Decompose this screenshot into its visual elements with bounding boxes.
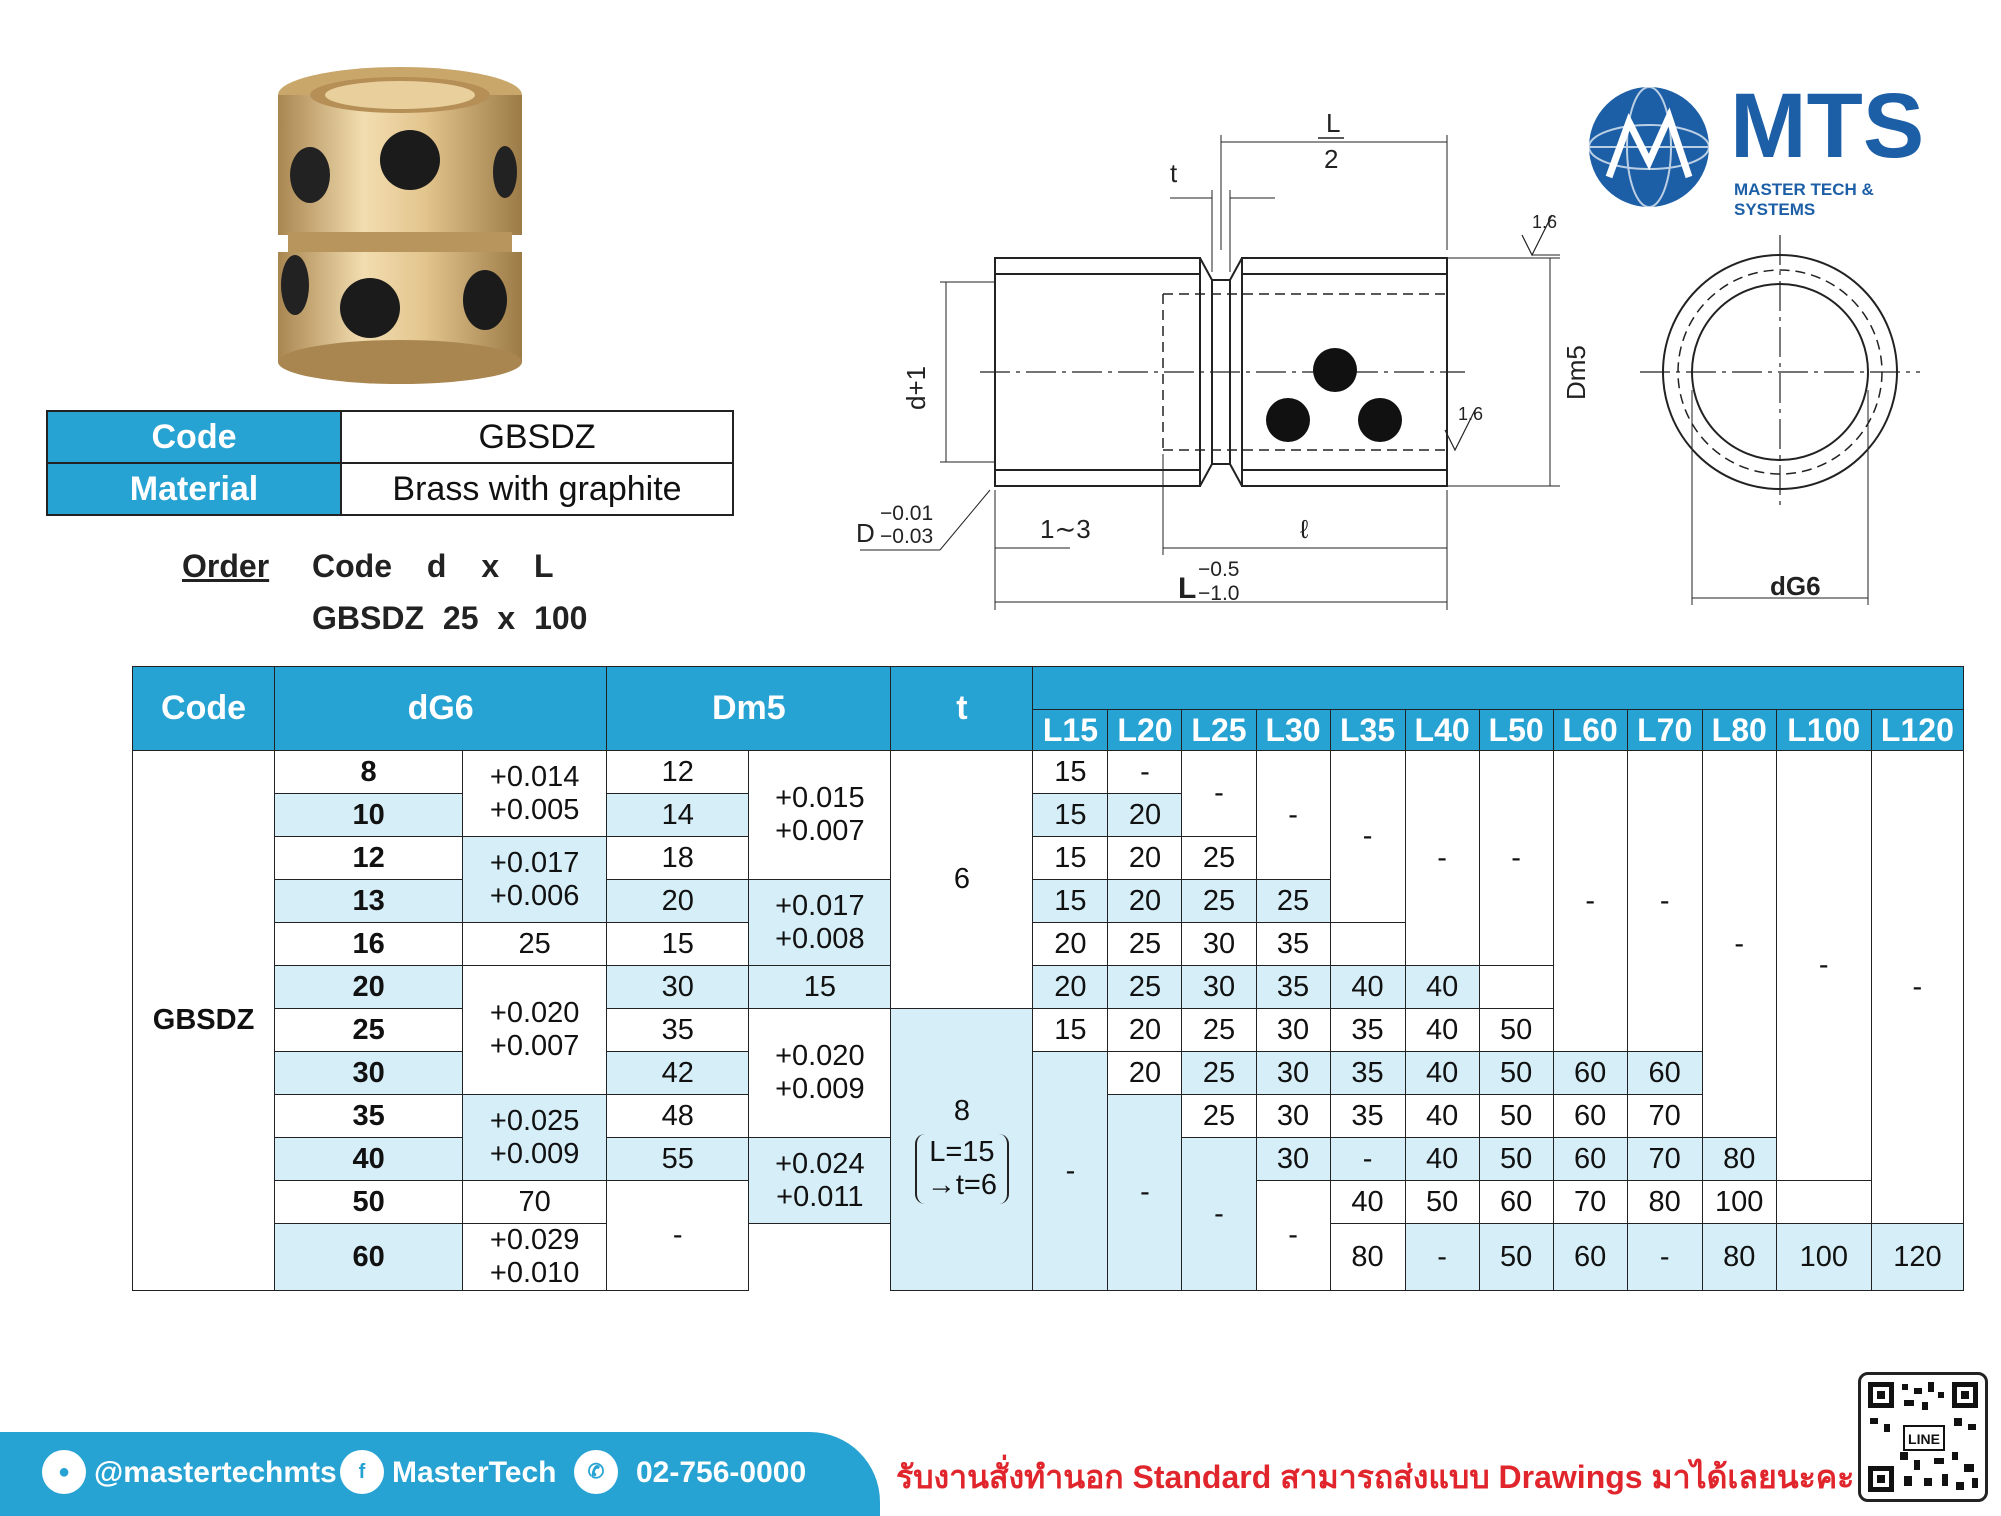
L-cell: 30 [1256,1009,1330,1052]
L-cell: 15 [1033,794,1108,837]
header-L25: L25 [1182,710,1256,751]
header-L30: L30 [1256,710,1330,751]
header-code: Code [133,667,275,751]
code-cell: GBSDZ [133,751,275,1291]
dim-range: 1∼3 [1040,514,1091,544]
header-L50: L50 [1479,710,1553,751]
L-cell: 20 [1033,923,1108,966]
dim-Dm5: Dm5 [1561,345,1591,400]
D-cell: 55 [607,1138,749,1181]
L-cell: - [1182,1138,1256,1291]
header-L20: L20 [1108,710,1182,751]
L-cell: - [1702,751,1776,1138]
L-cell: 50 [1479,1095,1553,1138]
qr-line-label: LINE [1908,1431,1940,1447]
globe-icon [1584,82,1714,212]
L-cell: 15 [749,966,891,1009]
L-cell: 70 [1627,1095,1702,1138]
L-cell: 20 [1033,966,1108,1009]
D-cell: 14 [607,794,749,837]
L-cell: 80 [1702,1224,1776,1291]
spec-table [132,666,1964,1291]
d-tol-cell: +0.017 +0.006 [463,837,607,923]
L-cell: 20 [1108,1009,1182,1052]
L-cell: 25 [1108,923,1182,966]
d-cell: 35 [275,1095,463,1138]
dim-L-half-top: L [1326,108,1341,138]
L-cell: - [1553,751,1627,1052]
L-cell: 30 [1256,1138,1330,1181]
L-cell: - [1256,1181,1330,1291]
L-cell: 80 [1627,1181,1702,1224]
L-cell: 35 [1330,1095,1405,1138]
dim-d-plus-1: d+1 [901,365,931,410]
L-cell: 80 [1702,1138,1776,1181]
order-word: Order [182,548,270,584]
roughness-1: 1.6 [1532,212,1558,232]
L-cell: 100 [1702,1181,1776,1224]
L-cell: 20 [1108,1052,1182,1095]
L-cell: - [1776,751,1871,1181]
header-L-group [1033,667,1964,710]
t-cell: 8 L=15 →t=6 [891,1009,1033,1291]
L-cell: 15 [1033,837,1108,880]
material-label: Material [47,463,341,515]
L-cell: 25 [1256,880,1330,923]
d-cell: 13 [275,880,463,923]
L-cell: 15 [1033,1009,1108,1052]
D-tol-cell: +0.017 +0.008 [749,880,891,966]
L-cell: 60 [1553,1138,1627,1181]
L-cell: - [1627,1224,1702,1291]
L-cell: 25 [1182,880,1256,923]
d-tol-cell: +0.029 +0.010 [463,1224,607,1291]
L-cell: 40 [1405,1009,1479,1052]
L-cell: 50 [1479,1138,1553,1181]
d-cell: 8 [275,751,463,794]
D-cell: 42 [607,1052,749,1095]
L-cell: 50 [1479,1052,1553,1095]
L-cell: - [1330,751,1405,923]
info-table [46,410,734,516]
phone-icon[interactable]: ✆ [574,1450,618,1494]
company-logo [1584,75,1944,219]
logo-brand: MTS [1730,75,1925,177]
L-cell [1776,1181,1871,1224]
L-cell: 60 [1553,1095,1627,1138]
L-cell: 25 [1182,837,1256,880]
L-cell: - [1108,751,1182,794]
dim-L: L [1178,572,1197,605]
L-cell: 70 [1553,1181,1627,1224]
L-cell: 40 [1405,966,1479,1009]
table-row [133,751,1964,794]
L-cell: 60 [1553,1224,1627,1291]
L-cell: 40 [1405,1052,1479,1095]
tol-lower: −0.03 [880,525,934,548]
table-row [133,1052,1964,1095]
d-cell: 25 [275,1009,463,1052]
dim-dG6: dG6 [1770,571,1821,601]
L-cell: - [1405,1224,1479,1291]
L-cell: 50 [1405,1181,1479,1224]
d-cell: 50 [275,1181,463,1224]
roughness-2: 1.6 [1458,404,1484,424]
L-cell: 25 [1182,1009,1256,1052]
footer-line[interactable]: @mastertechmts [94,1456,337,1489]
D-cell: 25 [463,923,607,966]
D-cell: 35 [607,1009,749,1052]
dim-D: D [856,518,875,548]
d-tol-cell: +0.025 +0.009 [463,1095,607,1181]
header-L70: L70 [1627,710,1702,751]
L-cell: 50 [1479,1224,1553,1291]
L-cell: 30 [1182,923,1256,966]
L-cell: 30 [1256,1095,1330,1138]
line-icon[interactable]: ● [42,1450,86,1494]
L-cell: 25 [1108,966,1182,1009]
L-cell: 40 [1330,1181,1405,1224]
L-cell: 20 [1108,880,1182,923]
header-d: dG6 [275,667,607,751]
dim-ell: ℓ [1300,514,1309,544]
header-L40: L40 [1405,710,1479,751]
L-cell: 35 [1330,1052,1405,1095]
footer-thai-text: รับงานสั่งทำนอก Standard สามารถส่งแบบ Drawings มาได้เลยนะคะ [896,1459,1855,1495]
logo-tagline: MASTER TECH & SYSTEMS [1734,180,1874,219]
footer-facebook[interactable]: MasterTech [392,1456,557,1489]
L-cell: 35 [1330,1009,1405,1052]
material-value: Brass with graphite [341,463,733,515]
D-tol-cell: +0.015 +0.007 [749,751,891,880]
L-cell: 20 [1108,794,1182,837]
L-tol-lower: −1.0 [1198,582,1240,605]
order-example: GBSDZ 25 x 100 [312,600,588,636]
code-label: Code [47,411,341,463]
D-cell: 80 [1330,1224,1405,1291]
D-cell: 18 [607,837,749,880]
L-cell: - [1405,751,1479,966]
L-cell: 30 [1182,966,1256,1009]
d-cell: 30 [275,1052,463,1095]
header-L80: L80 [1702,710,1776,751]
qr-code[interactable] [1858,1372,1988,1502]
order-header: Code d x L [312,548,554,584]
L-cell: 35 [1256,923,1330,966]
L-cell: - [1182,751,1256,837]
L-cell: 100 [1776,1224,1871,1291]
d-cell: 20 [275,966,463,1009]
d-tol-cell: +0.020 +0.007 [463,966,607,1095]
D-cell: 30 [607,966,749,1009]
dim-L-half-bottom: 2 [1324,144,1339,174]
L-cell: 25 [1182,1095,1256,1138]
L-cell: 60 [1479,1181,1553,1224]
d-cell: 40 [275,1138,463,1181]
header-t: t [891,667,1033,751]
L-tol-upper: −0.5 [1198,558,1240,581]
L-cell: 15 [1033,751,1108,794]
D-cell: 48 [607,1095,749,1138]
L-cell: 40 [1330,966,1405,1009]
footer-phone[interactable]: 02-756-0000 [636,1456,807,1489]
L-cell: - [607,1181,749,1291]
L-cell: 15 [1033,880,1108,923]
L-cell: 50 [1479,1009,1553,1052]
D-tol-cell: +0.024 +0.011 [749,1138,891,1224]
L-cell: - [1033,1052,1108,1291]
L-cell: 25 [1182,1052,1256,1095]
L-cell: 35 [1256,966,1330,1009]
D-tol-cell: +0.020 +0.009 [749,1009,891,1138]
header-L15: L15 [1033,710,1108,751]
facebook-icon[interactable]: f [340,1450,384,1494]
D-cell: 20 [607,880,749,923]
L-cell: 30 [1256,1052,1330,1095]
header-L35: L35 [1330,710,1405,751]
L-cell: 60 [1553,1052,1627,1095]
t-cell: 6 [891,751,1033,1009]
d-cell: 60 [275,1224,463,1291]
header-L120: L120 [1871,710,1963,751]
d-cell: 10 [275,794,463,837]
d-tol-cell: +0.014 +0.005 [463,751,607,837]
L-cell: - [1256,751,1330,880]
L-cell: - [1627,751,1702,1052]
L-cell: - [1330,1138,1405,1181]
dim-t: t [1170,158,1178,188]
d-cell: 12 [275,837,463,880]
L-cell: 40 [1405,1138,1479,1181]
d-cell: 16 [275,923,463,966]
header-L100: L100 [1776,710,1871,751]
L-cell: 120 [1871,1224,1963,1291]
L-cell: 15 [607,923,749,966]
L-cell: 40 [1405,1095,1479,1138]
D-cell: 70 [463,1181,607,1224]
code-value: GBSDZ [341,411,733,463]
tol-upper: −0.01 [880,502,934,525]
D-cell: 12 [607,751,749,794]
L-cell: 20 [1108,837,1182,880]
header-L60: L60 [1553,710,1627,751]
L-cell: 60 [1627,1052,1702,1095]
product-photo [260,60,540,390]
L-cell: 70 [1627,1138,1702,1181]
header-D: Dm5 [607,667,891,751]
L-cell: - [1108,1095,1182,1291]
L-cell: - [1479,751,1553,966]
L-cell: - [1871,751,1963,1224]
